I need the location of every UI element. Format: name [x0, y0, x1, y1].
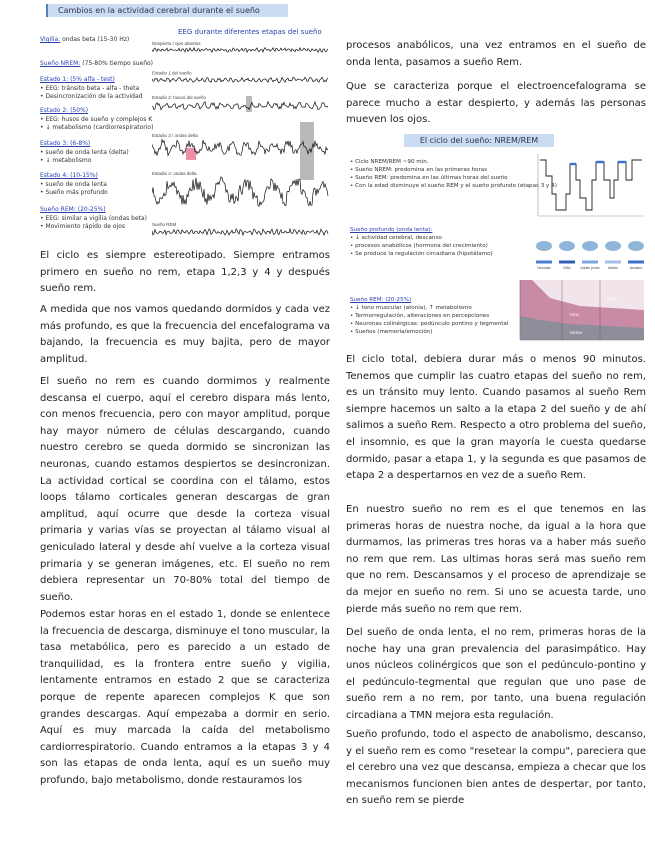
eeg-trace-label: Estadio 1 del sueño	[152, 70, 192, 76]
stage1-item: • EEG: tránsito beta - alfa - theta	[40, 84, 140, 92]
left-paragraph-1: El ciclo es siempre estereotipado. Siempre entramos primero en sueño no rem, etapa 1,2,3 y 4 y después sueño rem.	[40, 250, 330, 295]
stage4-item: • sueño de onda lenta	[40, 180, 107, 188]
nrem-text: (75-80% tiempo sueño)	[82, 60, 154, 67]
age-sleep-chart	[510, 276, 648, 346]
cycle-item: • Ciclo NREM/REM ~90 min.	[350, 159, 429, 165]
figure2-title-bar: El ciclo del sueño: NREM/REM	[404, 134, 554, 147]
figure-eeg-stages	[40, 4, 332, 244]
nrem-heading: Sueño NREM:	[40, 60, 81, 67]
stage1-heading: Estado 1: (5% alfa - test)	[40, 76, 115, 83]
eeg-trace	[152, 77, 328, 83]
rem-sleep-item: • ↓ tono muscular (atonía), ↑ metabolismo	[350, 305, 472, 311]
age-icons	[532, 230, 648, 270]
hypnogram-line	[540, 160, 642, 210]
eeg-trace	[152, 229, 328, 235]
left-paragraph-4: Podemos estar horas en el estado 1, donde se enlentece la frecuencia de descarga, disminuye el tono muscular, la tasa metabólica, pero es parecido a un estado de tranquilidad, es la frontera entre sueño y vigilia, lentamente entramos en estado 2 que se caracteriza porque de repente aparecen complejos K que son grandes descargas. Aquí empezaba a dormir en serio. Aquí es muy marcada la caída del metabolismo cardiorrespiratorio. Cuando entramos a la etapas 3 y 4 son las etapas de onda lenta, aquí es un sueño muy profundo, bajo metabolismo, donde restauramos los	[40, 609, 330, 786]
eeg-title: EEG durante diferentes etapas del sueño	[178, 28, 322, 36]
young-adult-icon	[582, 241, 598, 251]
stage2-item: • EEG: husos de sueño y complejos K	[40, 115, 153, 123]
chart-label: REM	[570, 312, 579, 317]
rem-heading: Sueño REM: (20-25%)	[40, 206, 106, 213]
eeg-trace-label: Estadio 3 / ondas delta	[152, 133, 198, 138]
child-icon	[559, 241, 575, 251]
right-paragraph-5: Del sueño de onda lenta, el no rem, primeras horas de la noche hay una gran prevalencia del parasimpático. Hay unos núcleos colinérgicos que son el pedúnculo-pontino y el pedúnculo-tegmental que regulan que uno pase de sueño rem a no rem, por tanto, una buena regulación circadiana a TMN mejora esta regulación.	[346, 627, 646, 721]
right-paragraph-3: El ciclo total, debiera durar más o menos 90 minutos. Tenemos que cumplir las cuatro etapas del sueño no rem, es un tránsito muy lento. Cuando pasamos al sueño Rem siempre hacemos un salto a la etapa 2 del sueño y de ahí salimos a sueño Rem. Respecto a otro problema del sueño, el insomnio, es que la gran mayoría le cuesta quedarse dormido, pasar a etapa 1, y la segunda es que pasamos de etapa 2 a despertarnos en vez de a sueño Rem.	[346, 354, 646, 482]
eeg-trace	[152, 177, 328, 206]
adult-icon	[605, 241, 621, 251]
awake-label: Vigilia:	[40, 36, 61, 43]
stage2-heading: Estado 2: (50%)	[40, 107, 89, 114]
age-label: Niño	[563, 266, 571, 270]
stage3-heading: Estado 3: (6-8%)	[40, 140, 91, 147]
stage2-item: • ↓ metabolismo (cardiorrespiratorio)	[40, 124, 154, 131]
eeg-trace-label: Despierto / ojos abiertos	[152, 40, 201, 46]
stage4-item: • Sueño más profundo	[40, 189, 108, 196]
rem-sleep-heading: Sueño REM: (20-25%)	[350, 297, 412, 303]
stage1-item: • Desincronización de la actividad	[40, 93, 143, 100]
awake-row	[40, 36, 129, 45]
neonate-icon	[536, 241, 552, 251]
stage4-heading: Estado 4: (10-15%)	[40, 172, 98, 179]
eeg-trace	[152, 102, 328, 110]
rem-sleep-item: • Sueños (memoria/emoción)	[350, 329, 433, 335]
figure-sleep-cycle	[344, 134, 650, 348]
chart-label: NREM	[570, 330, 582, 335]
rem-item: • Movimiento rápido de ojos	[40, 223, 125, 230]
stage3-item: • ↓ metabolismo	[40, 157, 92, 164]
right-paragraph-1: procesos anabólicos, una vez entramos en el sueño de onda lenta, pasamos a sueño Rem.	[346, 40, 646, 68]
age-label: Neonato	[537, 266, 551, 270]
deep-sleep-item: • Se produce la regulación circadiana (hipotálamo)	[350, 251, 493, 257]
cycle-item: • Sueño REM: predomina en las últimas horas del sueño	[350, 175, 508, 181]
right-paragraph-2: Que se caracteriza porque el electroencefalograma se parece mucho a estar despierto, y además las personas mueven los ojos.	[346, 81, 646, 126]
age-label: Anciano	[629, 266, 643, 270]
elderly-icon	[628, 241, 644, 251]
eeg-traces	[152, 36, 330, 244]
deep-sleep-heading: Sueño profundo (onda lenta):	[350, 227, 433, 233]
eeg-trace-label: Estadio 4: ondas delta	[152, 171, 197, 176]
deep-sleep-item: • ↓ actividad cerebral, descanso	[350, 235, 442, 241]
hypnogram	[532, 150, 648, 224]
rem-item: • EEG: similar a vigilia (ondas beta)	[40, 214, 148, 222]
rem-sleep-item: • Termorregulación, alteraciones en percepciones	[350, 313, 490, 319]
figure1-title-bar: Cambios en la actividad cerebral durante el sueño	[46, 4, 288, 17]
right-paragraph-4: En nuestro sueño no rem es el que tenemos en las primeras horas de nuestra noche, da igual a la hora que durmamos, las primeras tres horas va a haber más sueño no rem que rem. Las ultimas horas será mas sueño rem que no rem. Descansamos y el proceso de aprendizaje se da mejor en sueño no rem. Si uno se acuesta tarde, uno pierde más sueño no rem que rem.	[346, 504, 646, 615]
stage3-item: • sueño de onda lenta (delta)	[40, 148, 129, 156]
rem-sleep-item: • Neuronas colinérgicas: pedúnculo pontino y tegmental	[350, 321, 509, 327]
left-paragraph-3: El sueño no rem es cuando dormimos y realmente descansa el cuerpo, aquí el cerebro dispara más lento, con menos frecuencia, pero con mayor amplitud, porque hay mayor número de células descargando, cuando nuestro cerebro se queda dormido se sincronizan las neuronas, cuando estamos despiertos se desincronizan. La actividad cortical se coordina con el tálamo, estos loops tálamo corticales generan descargas de gran amplitud, aquí ocurre que desde la corteza visual primaria y varias vías se proyectan al tálamo visual al geniculado lateral y desde ahí vuelve a la corteza visual primaria y se generan imágenes, etc. El sueño no rem debiera representar un 70-80% total del tiempo de sueño.	[40, 376, 330, 603]
left-paragraph-2: A medida que nos vamos quedando dormidos y cada vez más profundo, es que la frecuencia del encefalograma va bajando, la frecuencia es muy bajita, pero de mayor amplitud.	[40, 304, 330, 365]
age-label: Adulto	[608, 266, 618, 270]
eeg-trace	[152, 48, 328, 53]
right-paragraph-6: Sueño profundo, todo el aspecto de anabolismo, descanso, y el sueño rem es como "resetear la compu", pareciera que el cerebro una vez que descansa, empieza a checar que los mecanismos funcionen bien antes de despertar, por tanto, en sueño rem se pierde	[346, 729, 646, 807]
eeg-trace-label: Sueño REM	[152, 222, 177, 227]
age-label: Adulto joven	[580, 266, 600, 270]
deep-sleep-item: • procesos anabólicos (hormona del crecimiento)	[350, 243, 488, 249]
eeg-trace-label: Estadio 2: husos del sueño	[152, 95, 207, 100]
awake-text: ondas beta (15-30 Hz)	[62, 36, 130, 43]
cycle-item: • Sueño NREM: predomina en las primeras horas	[350, 167, 488, 173]
cycle-item: • Con la edad disminuye el sueño REM y el sueño profundo (etapas 3 y 4)	[350, 183, 557, 189]
chart-label: Vigilia	[606, 296, 617, 301]
